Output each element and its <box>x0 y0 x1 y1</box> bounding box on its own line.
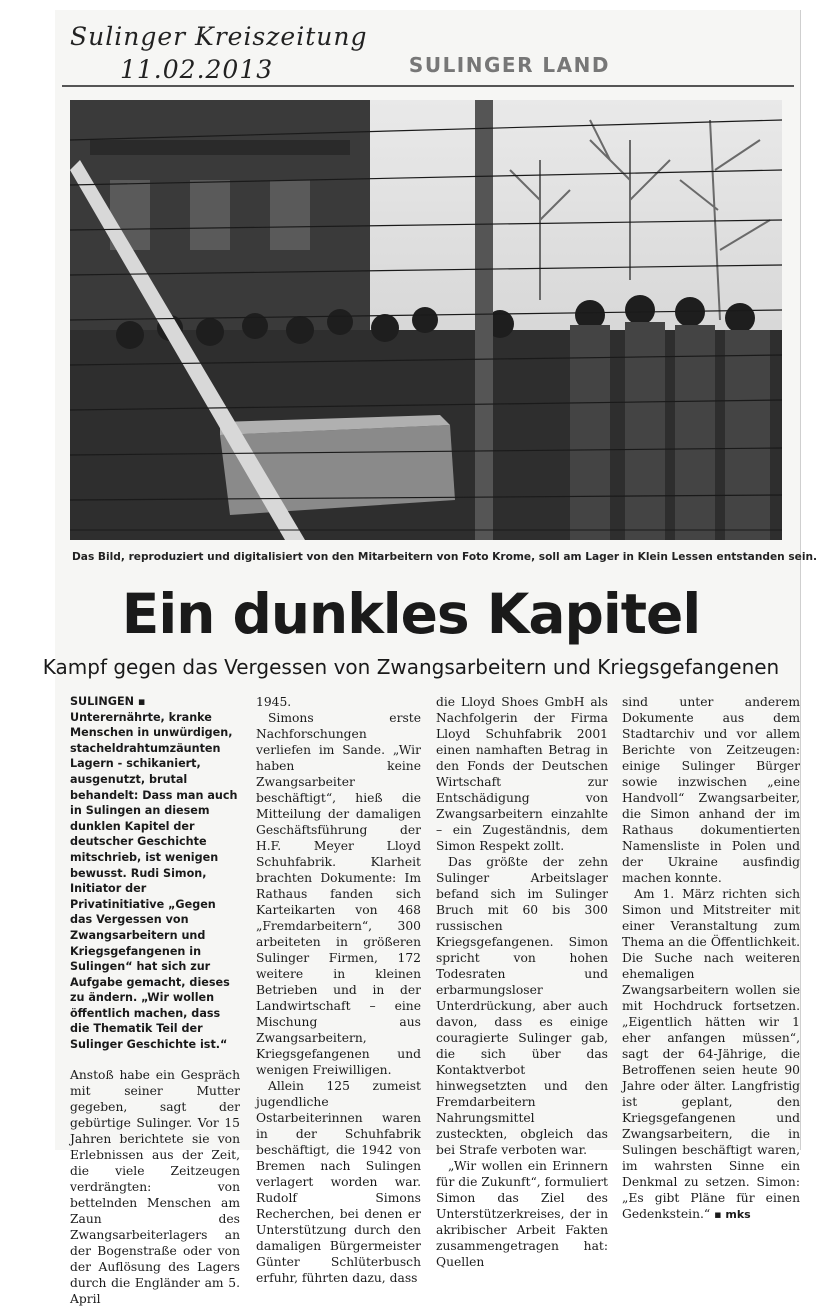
paragraph: Anstoß habe ein Gespräch mit seiner Mutter gegeben, sagt der gebürtige Sulinger. Vor 15 Jahren berichtete sie von Erlebnissen aus der Zeit, die viele Zeitzeugen verdrängten: von bettelnden Menschen am Zaun des Zwangsarbeiterlagers an der Bogenstraße oder von der Auflösung des Lagers durch die Engländer am 5. April <box>70 1067 240 1306</box>
column-2 <box>256 694 421 1286</box>
subheadline: Kampf gegen das Vergessen von Zwangsarbeitern und Kriegsgefangenen <box>42 655 780 679</box>
headline: Ein dunkles Kapitel <box>121 582 701 646</box>
column-1 <box>70 694 240 1307</box>
paragraph: die Lloyd Shoes GmbH als Nachfolgerin der Firma Lloyd Schuhfabrik 2001 einen namhaften Betrag in den Fonds der Deutschen Wirtschaft zur Entschädigung von Zwangsarbeitern einzahlte – ein Zugeständnis, dem Simon Respekt zollt. <box>436 695 608 853</box>
paragraph: „Wir wollen ein Erinnern für die Zukunft“, formuliert Simon das Ziel des Unterstützerkreises, der in akribischer Arbeit Fakten zusammengetragen hat: Quellen <box>436 1159 608 1269</box>
section-label: SULINGER LAND <box>408 53 610 77</box>
paragraph: Allein 125 zumeist jugendliche Ostarbeiterinnen waren in der Schuhfabrik beschäftigt, die 1942 von Bremen nach Sulingen verlagert worden war. Rudolf Simons Recherchen, bei denen er Unterstützung durch den damaligen Bürgermeister Günter Schlüterbusch erfuhr, führten dazu, dass <box>256 1079 421 1285</box>
paragraph <box>622 886 800 1223</box>
paragraph: 1945. <box>256 695 292 709</box>
paragraph: Das größte der zehn Sulinger Arbeitslager befand sich im Sulinger Bruch mit 60 bis 300 russischen Kriegsgefangenen. Simon spricht von hohen Todesraten und erbarmungsloser Unterdrückung, aber auch davon, dass es einige couragierte Sulinger gab, die sich über das Kontaktverbot hinwegsetzten und den Fremdarbeitern Nahrungsmittel zusteckten, obgleich das bei Strafe verboten war. <box>436 855 608 1157</box>
paragraph: sind unter anderem Dokumente aus dem Stadtarchiv und vor allem Berichte von Zeitzeugen: einige Sulinger Bürger sowie inzwischen „eine Handvoll“ Zwangsarbeiter, die Simon anhand der im Rathaus dokumentierten Namensliste in Polen und der Ukraine ausfindig machen konnte. <box>622 695 800 885</box>
column-3 <box>436 694 608 1270</box>
paragraph-text: Am 1. März richten sich Simon und Mitstreiter mit einer Veranstaltung zum Thema an die Öffentlichkeit. Die Suche nach weiteren ehemaligen Zwangsarbeitern wollen sie mit Hochdruck fortsetzen. „Eigentlich hätten wir 1 eher anfangen müssen“, sagt der 64-Jährige, die Betroffenen seien heute 90 Jahre oder älter. Langfristig ist geplant, den Kriegsgefangenen und Zwangsarbeitern, die in Sulingen beschäftigt waren, im wahrsten Sinne ein Denkmal zu setzen. Simon: „Es gibt Pläne für einen Gedenkstein.“ <box>622 887 800 1221</box>
photo-caption: Das Bild, reproduziert und digitalisiert von den Mitarbeitern von Foto Krome, soll am Lager in Klein Lessen entstanden sein. <box>72 551 818 563</box>
column-4 <box>622 694 800 1223</box>
article-body <box>70 694 800 1306</box>
paragraph: Simons erste Nachforschungen verliefen im Sande. „Wir haben keine Zwangsarbeiter beschäftigt“, hieß die Mitteilung der damaligen Geschäftsführung der H.F. Meyer Lloyd Schuhfabrik. Klarheit brachten Dokumente: Im Rathaus fanden sich Karteikarten von 468 „Fremdarbeitern“, 300 arbeiteten in größeren Sulinger Firmen, 172 weitere in kleinen Betrieben und in der Landwirtschaft – eine Mischung aus Zwangsarbeitern, Kriegsgefangenen und wenigen Freiwilligen. <box>256 711 421 1077</box>
author-signature: ▪ mks <box>714 1208 751 1221</box>
lead-text: Unterernährte, kranke Menschen in unwürdigen, stacheldrahtumzäunten Lagern - schikaniert, ausgenutzt, brutal behandelt: Dass man auch in Sulingen an diesem dunklen Kapitel der deutscher Geschichte mitschrieb, ist wenigen bewusst. Rudi Simon, Initiator der Privatinitiative „Gegen das Vergessen von Zwangsarbeitern und Kriegsgefangenen in Sulingen“ hat sich zur Aufgabe gemacht, dieses zu ändern. „Wir wollen öffentlich machen, dass die Thematik Teil der Sulinger Geschichte ist.“ <box>70 710 238 1052</box>
article-lead <box>70 694 240 1053</box>
dateline: SULINGEN <box>70 695 134 708</box>
handwritten-date: 11.02.2013 <box>120 55 274 84</box>
bullet-icon: ▪ <box>137 695 146 708</box>
article-photo <box>70 100 782 540</box>
prison-camp-photo <box>70 100 782 540</box>
handwritten-source: Sulinger Kreiszeitung <box>70 22 368 51</box>
header-rule <box>62 85 794 87</box>
